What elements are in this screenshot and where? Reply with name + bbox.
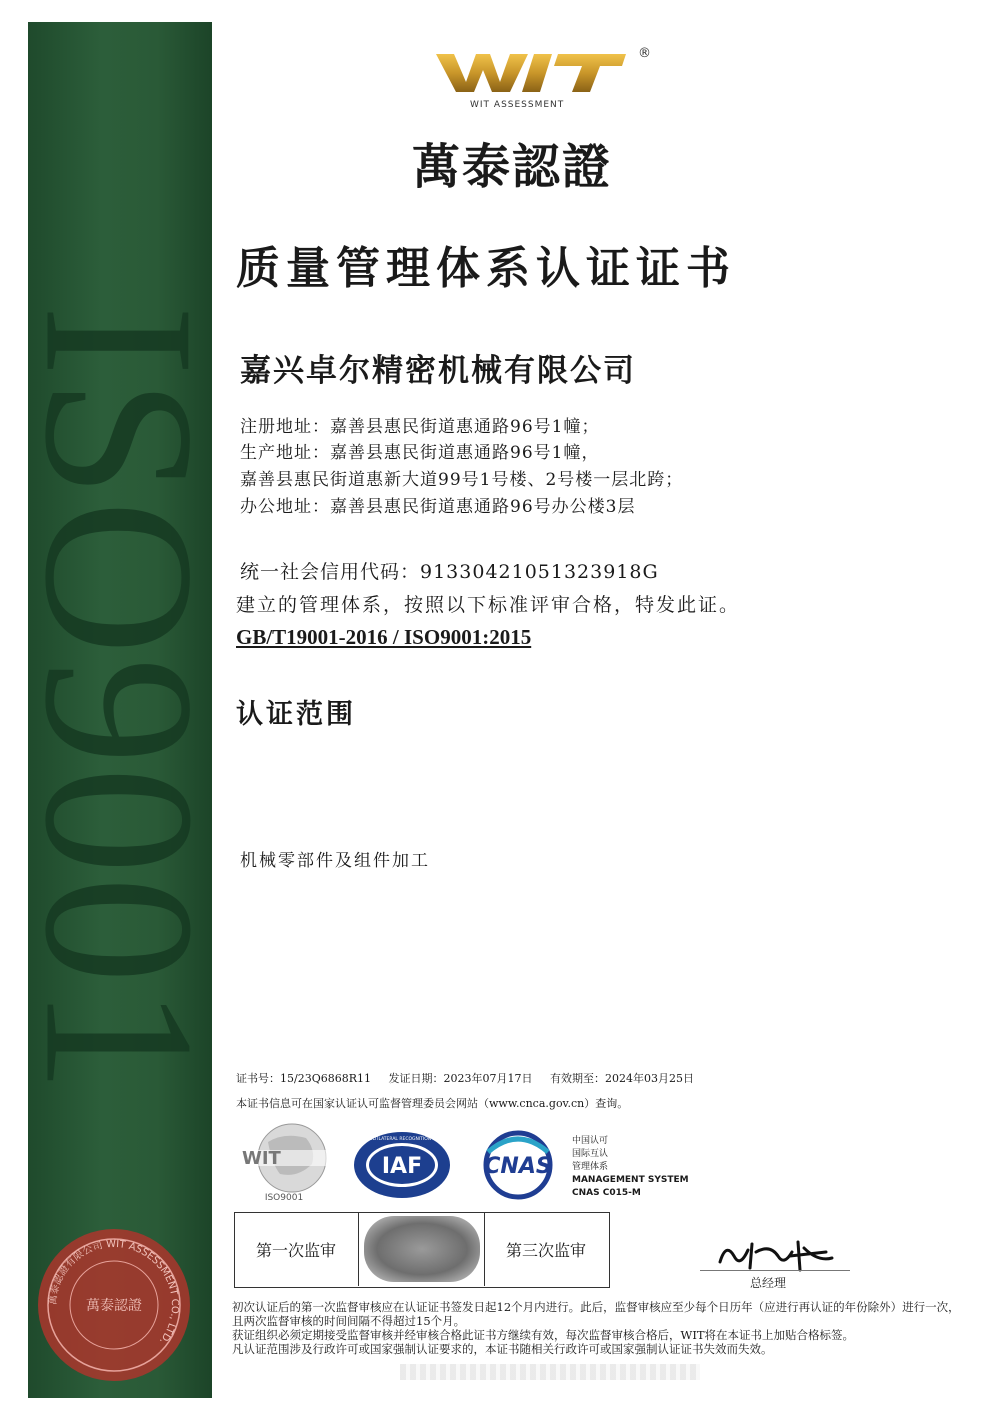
certificate-title: 质量管理体系认证证书 (236, 243, 736, 294)
standard: GB/T19001-2016 / ISO9001:2015 (236, 625, 532, 649)
iaf-logo (336, 1130, 468, 1200)
cnas-en-1: MANAGEMENT SYSTEM (572, 1175, 689, 1185)
wit-globe-logo (232, 1120, 337, 1204)
wit-logo-sub: WIT ASSESSMENT (470, 100, 565, 110)
cnas-text: CNAS (484, 1154, 552, 1179)
seal-ring-text: 萬泰認證有限公司 WIT ASSESSMENT CO., LTD. (47, 1238, 181, 1346)
registered-mark: ® (638, 46, 651, 61)
note-line: 初次认证后的第一次监督审核应在认证证书签发日起12个月内进行。此后，监督审核应至少每个日历年（应进行再认证的年份除外）进行一次，且两次监督审核的时间间隔不得超过15个月。 (232, 1300, 960, 1328)
wit-globe-caption: ISO9001 (264, 1193, 304, 1203)
cnas-caption (572, 1135, 689, 1200)
cert-number: 证书号：15/23Q6868R11 (236, 1072, 371, 1085)
address-line: 生产地址：嘉善县惠民街道惠通路96号1幢， (240, 443, 600, 463)
cert-meta (236, 1070, 708, 1086)
company-name: 嘉兴卓尔精密机械有限公司 (240, 353, 636, 389)
wit-logo-mark (430, 48, 630, 98)
footer-notes (232, 1300, 962, 1356)
third-surveillance-label: 第三次监审 (505, 1240, 586, 1260)
footer-faint-text (400, 1364, 700, 1380)
side-band-text: ISO9001 (0, 304, 240, 1096)
cnas-line: 中国认可 (572, 1136, 609, 1146)
verify-note: 本证书信息可在国家认证认可监督管理委员会网站（www.cnca.gov.cn）查询。 (236, 1097, 629, 1110)
table-divider (358, 1212, 359, 1286)
signature-line (700, 1270, 850, 1271)
address-line: 办公地址：嘉善县惠民街道惠通路96号办公楼3层 (240, 497, 636, 517)
seal-center-text: 萬泰認證 (86, 1298, 142, 1314)
issue-date: 发证日期：2023年07月17日 (388, 1072, 533, 1085)
credit-code: 统一社会信用代码：91330421051323918G (240, 561, 659, 583)
valid-until: 有效期至：2024年03月25日 (550, 1072, 694, 1085)
wit-logo (430, 46, 660, 110)
note-line: 获证组织必须定期接受监督审核并经审核合格此证书方继续有效，每次监督审核合格后，WIT将在本证书上加贴合格标签。 (232, 1328, 855, 1342)
cnas-en-2: CNAS C015-M (572, 1188, 641, 1198)
cnas-logo (472, 1130, 564, 1200)
brand-name: 萬泰認證 (412, 139, 613, 195)
svg-text:WIT: WIT (242, 1148, 281, 1169)
iaf-ring-text: MEMBER OF MULTILATERAL RECOGNITION ARRANGEMENT (336, 1137, 468, 1142)
note-line: 凡认证范围涉及行政许可或国家强制认证要求的，本证书随相关行政许可或国家强制认证证书失效而失效。 (232, 1342, 773, 1356)
signature-title: 总经理 (750, 1276, 787, 1290)
address-line: 注册地址：嘉善县惠民街道惠通路96号1幢； (240, 417, 600, 437)
iaf-text: IAF (381, 1154, 423, 1179)
first-surveillance-label: 第一次监审 (255, 1240, 336, 1260)
company-seal (35, 1226, 193, 1384)
address-line: 嘉善县惠民街道惠新大道99号1号楼、2号楼一层北跨； (240, 470, 684, 490)
cnas-line: 管理体系 (572, 1162, 609, 1172)
surveillance-sticker (364, 1216, 480, 1282)
scope-heading: 认证范围 (236, 699, 356, 730)
intro-text: 建立的管理体系，按照以下标准评审合格，特发此证。 (236, 594, 741, 616)
cnas-line: 国际互认 (572, 1149, 609, 1159)
scope-text: 机械零部件及组件加工 (240, 851, 430, 871)
